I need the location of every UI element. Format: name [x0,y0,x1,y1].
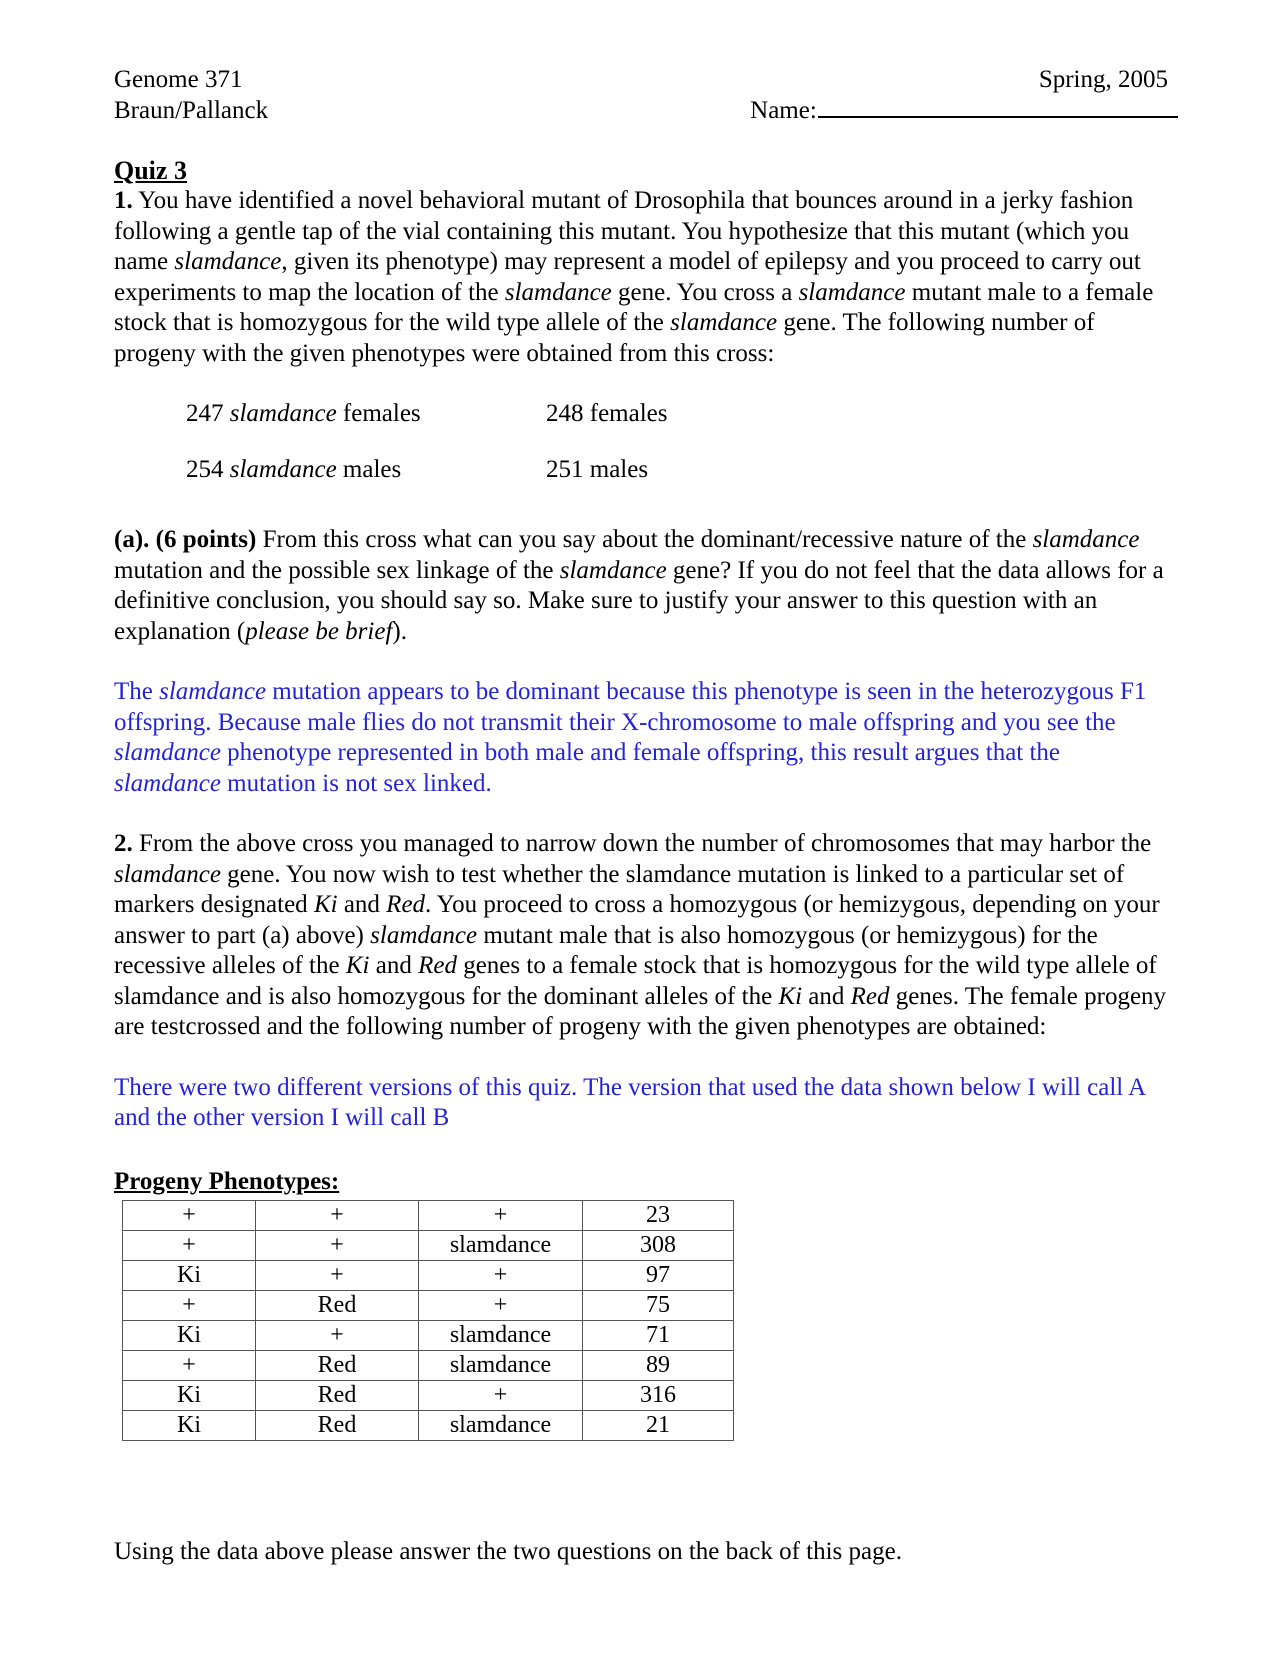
cell-marker-1: + [123,1230,256,1260]
question-1-part-3: gene. You cross a [611,278,799,306]
table-row [123,1200,734,1230]
question-1-part-2: , given its phenotype) may represent a model of epilepsy and you proceed to carry out experiments to map the location of the [114,248,1141,306]
part-a-part-4: ). [392,617,407,645]
answer-a-part-2: mutation appears to be dominant because this phenotype is seen in the heterozygous F1 offspring. Because male flies do not transmit their X-chromosome to male offspring and you see the [114,678,1147,736]
cross-result-right: 248 females [546,400,668,427]
cell-marker-3: + [419,1200,583,1230]
question-1-part-5: gene. The following number of progeny with the given phenotypes were obtained from this cross: [114,309,1095,367]
table-row [123,1320,734,1350]
cell-marker-3: slamdance [419,1410,583,1440]
marker-name-ki: Ki [778,982,803,1010]
gene-name-slamdance: slamdance [1032,526,1140,553]
conjunction-and: and [802,982,851,1010]
gene-name-slamdance: slamdance [670,309,778,336]
cell-count: 75 [583,1290,734,1320]
cell-marker-3: + [419,1380,583,1410]
cross-result-row [186,399,1168,429]
answer-a-part-1: The [114,678,160,705]
gene-name-slamdance: slamdance [798,278,906,306]
cell-marker-3: + [419,1290,583,1320]
cell-marker-3: + [419,1260,583,1290]
question-2-part-4: mutant male that is also homozygous (or hemizygous) for the recessive alleles of the [114,921,1098,979]
table-row [123,1410,734,1440]
part-a-part-3: gene? If you do not feel that the data allows for a definitive conclusion, you should say so. Make sure to justify your answer to this question with an explanation ( [114,556,1164,645]
course-name: Genome 371 [114,66,243,93]
table-row [123,1230,734,1260]
cell-marker-2: + [256,1230,419,1260]
cross-result-right: 251 males [546,456,649,483]
cell-marker-2: Red [256,1410,419,1440]
table-row [123,1380,734,1410]
gene-name-slamdance: slamdance [114,860,221,888]
question-1-part-1: You have identified a novel behavioral mutant of Drosophila that bounces around in a jerky fashion following a gentle tap of the vial containing this mutant. You hypothesize that this mutant (which you name [114,187,1134,275]
question-2-number: 2. [114,830,133,857]
sex-label: females [336,400,421,427]
question-1-part-4: mutant male to a female stock that is homozygous for the wild type allele of the [114,278,1154,336]
gene-name-slamdance: slamdance [159,678,267,705]
cell-marker-2: Red [256,1350,419,1380]
answer-1a-text [114,677,1168,799]
cross-result-left [186,455,546,485]
conjunction-and: and [369,952,419,979]
cell-marker-1: Ki [123,1260,256,1290]
question-1-number: 1. [114,187,133,214]
marker-name-red: Red [418,952,457,979]
gene-name-slamdance: slamdance [229,456,337,483]
cell-marker-2: Red [256,1290,419,1320]
marker-name-red: Red [850,982,890,1010]
cell-marker-1: Ki [123,1380,256,1410]
instructors-name: Braun/Pallanck [114,97,269,124]
cross-result-left [186,399,546,429]
progeny-table-caption: Progeny Phenotypes: [114,1167,340,1195]
gene-name-slamdance: slamdance [114,769,221,797]
cell-count: 71 [583,1320,734,1350]
progeny-phenotypes-table [122,1200,734,1441]
cell-marker-2: + [256,1260,419,1290]
cell-marker-3: slamdance [419,1350,583,1380]
cell-marker-1: Ki [123,1320,256,1350]
question-2-part-6: genes. The female progeny are testcrossed and the following number of progeny with the given phenotypes are obtained: [114,982,1167,1040]
cross-results-list [114,399,1168,485]
quiz-versions-note: There were two different versions of this quiz. The version that used the data shown below I will call A and the other version I will call B [114,1073,1145,1131]
question-1-text [114,186,1168,369]
sex-label: males [336,456,402,483]
cell-marker-1: Ki [123,1410,256,1440]
conjunction-and: and [337,891,387,918]
question-2-part-1: From the above cross you managed to narrow down the number of chromosomes that may harbor the [132,830,1152,857]
marker-name-red: Red [386,891,426,918]
name-input-line[interactable] [818,96,1178,118]
table-row [123,1290,734,1320]
marker-name-ki: Ki [313,891,338,918]
question-2-part-3: . You proceed to cross a homozygous (or hemizygous, depending on your answer to part (a) above) [114,891,1160,949]
cell-count: 308 [583,1230,734,1260]
gene-name-slamdance: slamdance [174,248,282,275]
cross-result-row [186,455,1168,485]
header-line-2 [114,95,1168,126]
cell-marker-3: slamdance [419,1320,583,1350]
table-row [123,1260,734,1290]
page-title: Quiz 3 [114,156,187,185]
part-a-label: (a). (6 points) [114,526,257,553]
cell-count: 89 [583,1350,734,1380]
cell-count: 97 [583,1260,734,1290]
marker-name-ki: Ki [345,952,370,979]
question-2-part-2: gene. You now wish to test whether the slamdance mutation is linked to a particular set of markers designated [114,860,1125,918]
footer-instruction: Using the data above please answer the two questions on the back of this page. [114,1537,902,1565]
name-field-group [750,95,1178,126]
cell-count: 316 [583,1380,734,1410]
cell-marker-1: + [123,1350,256,1380]
count-value: 247 [186,400,224,427]
cell-marker-1: + [123,1200,256,1230]
cell-count: 23 [583,1200,734,1230]
cell-marker-3: slamdance [419,1230,583,1260]
cell-marker-2: + [256,1200,419,1230]
question-2-part-5: genes to a female stock that is homozygous for the wild type allele of slamdance and is also homozygous for the dominant alleles of the [114,952,1157,1010]
gene-name-slamdance: slamdance [229,400,337,427]
question-1a-text [114,525,1168,647]
cell-marker-2: Red [256,1380,419,1410]
gene-name-slamdance: slamdance [114,739,221,766]
answer-a-part-3: phenotype represented in both male and female offspring, this result argues that the [220,739,1061,766]
please-be-brief-emphasis: please be brief [245,617,393,645]
progeny-table-body [123,1200,734,1440]
question-2-text [114,829,1168,1043]
part-a-part-2: mutation and the possible sex linkage of the [114,556,560,584]
table-row [123,1350,734,1380]
cell-marker-2: + [256,1320,419,1350]
header-line-1 [114,64,1168,95]
part-a-part-1: From this cross what can you say about the dominant/recessive nature of the [256,526,1033,553]
gene-name-slamdance: slamdance [504,278,612,306]
name-label: Name: [750,97,817,124]
document-header [114,64,1168,126]
answer-a-part-4: mutation is not sex linked. [220,769,492,797]
gene-name-slamdance: slamdance [370,921,478,949]
cell-count: 21 [583,1410,734,1440]
cell-marker-1: + [123,1290,256,1320]
term-label: Spring, 2005 [1038,66,1168,93]
gene-name-slamdance: slamdance [559,556,667,584]
count-value: 254 [186,456,224,483]
